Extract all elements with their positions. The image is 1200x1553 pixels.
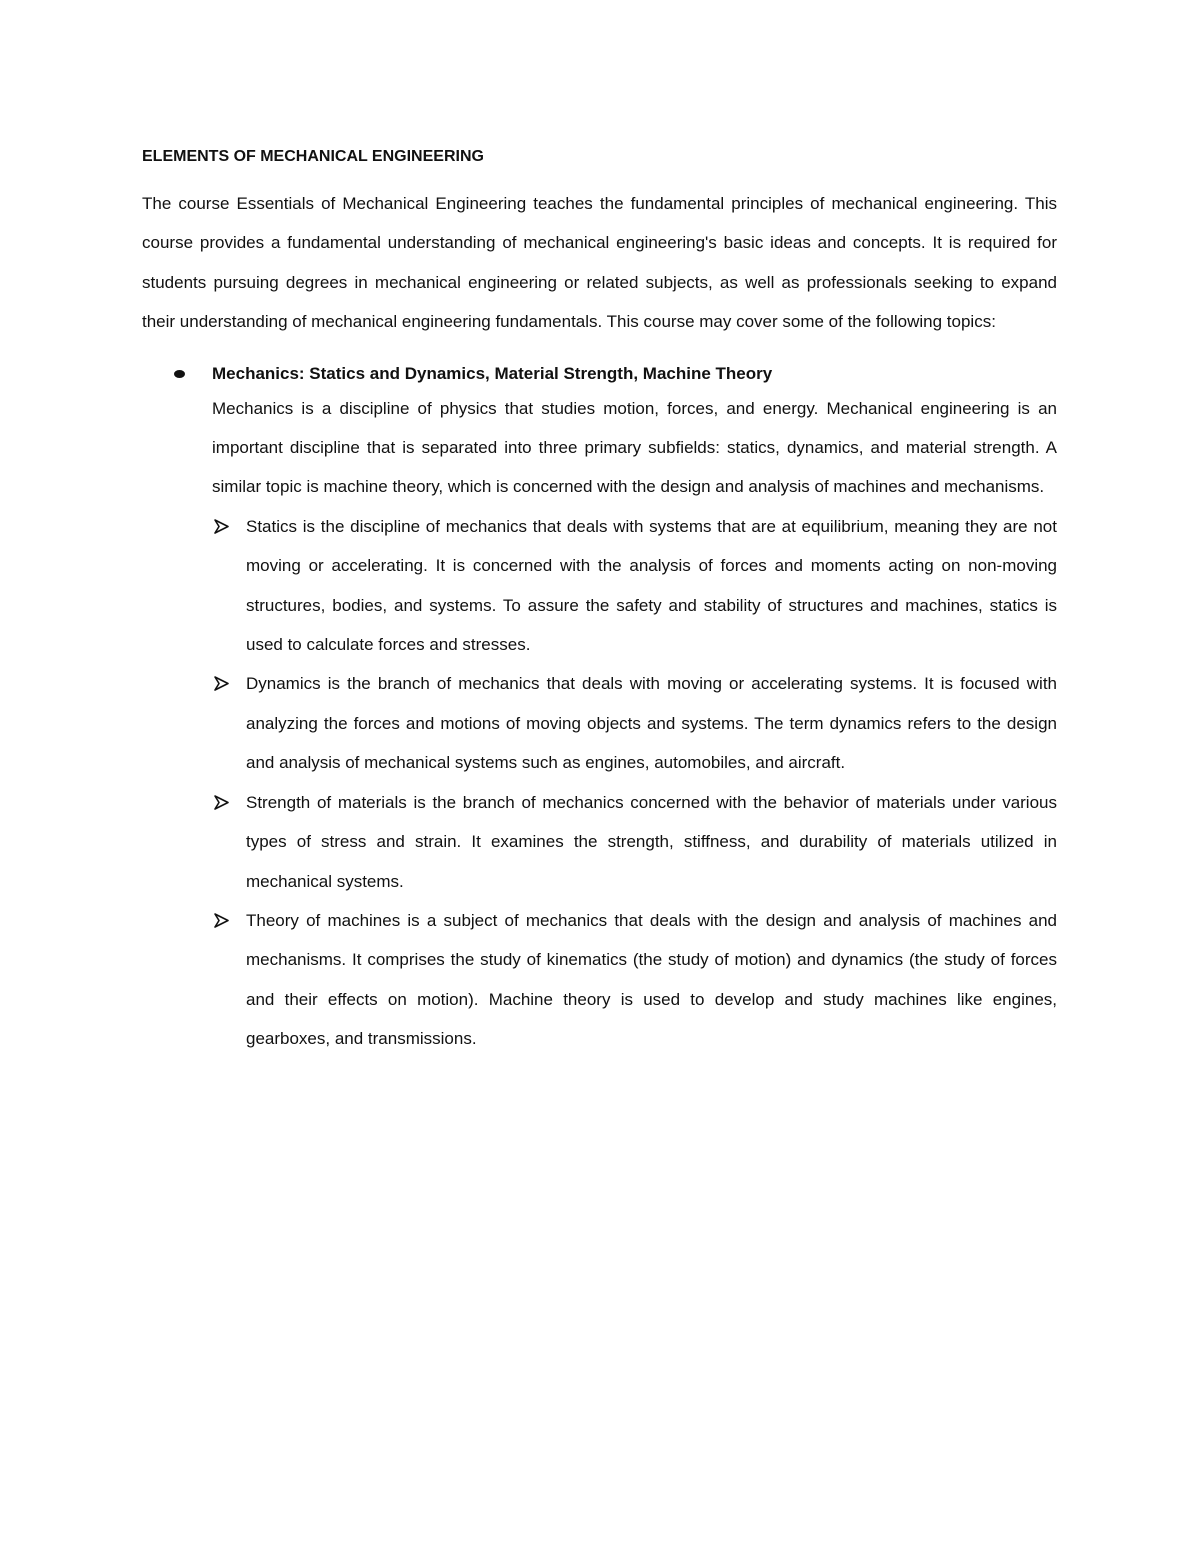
document-title: ELEMENTS OF MECHANICAL ENGINEERING xyxy=(142,148,484,165)
arrowhead-bullet-icon xyxy=(213,518,230,535)
arrowhead-bullet-icon xyxy=(213,675,230,692)
arrowhead-bullet-icon xyxy=(213,912,230,929)
topic-list xyxy=(142,359,1057,1059)
subpoint-list xyxy=(212,507,1057,1059)
topic-item xyxy=(142,359,1057,1059)
subpoint-item xyxy=(212,507,1057,665)
topic-heading: Mechanics: Statics and Dynamics, Material Strength, Machine Theory xyxy=(212,363,773,383)
document-content xyxy=(142,145,1057,1059)
arrowhead-bullet-icon xyxy=(213,794,230,811)
topic-body: Mechanics is a discipline of physics that studies motion, forces, and energy. Mechanical engineering is an important discipline that is separated into three primary subfields: statics, dynamics, and material strength. A similar topic is machine theory, which is concerned with the design and analysis of machines and mechanisms. xyxy=(212,398,1057,497)
bullet-icon xyxy=(174,370,185,378)
subpoint-item xyxy=(212,664,1057,782)
subpoint-item xyxy=(212,783,1057,901)
subpoint-text: Strength of materials is the branch of mechanics concerned with the behavior of materials under various types of stress and strain. It examines the strength, stiffness, and durability of materials utilized in mechanical systems. xyxy=(246,792,1057,891)
intro-paragraph: The course Essentials of Mechanical Engineering teaches the fundamental principles of mechanical engineering. This course provides a fundamental understanding of mechanical engineering's basic ideas and concepts. It is required for students pursuing degrees in mechanical engineering or related subjects, as well as professionals seeking to expand their understanding of mechanical engineering fundamentals. This course may cover some of the following topics: xyxy=(142,194,1057,332)
subpoint-text: Theory of machines is a subject of mechanics that deals with the design and analysis of machines and mechanisms. It comprises the study of kinematics (the study of motion) and dynamics (the study of forces and their effects on motion). Machine theory is used to develop and study machines like engines, gearboxes, and transmissions. xyxy=(246,910,1057,1049)
subpoint-text: Dynamics is the branch of mechanics that deals with moving or accelerating systems. It is focused with analyzing the forces and motions of moving objects and systems. The term dynamics refers to the design and analysis of mechanical systems such as engines, automobiles, and aircraft. xyxy=(246,674,1057,773)
subpoint-text: Statics is the discipline of mechanics that deals with systems that are at equilibrium, meaning they are not moving or accelerating. It is concerned with the analysis of forces and moments acting on non-moving structures, bodies, and systems. To assure the safety and stability of structures and machines, statics is used to calculate forces and stresses. xyxy=(246,516,1057,655)
subpoint-item xyxy=(212,901,1057,1059)
